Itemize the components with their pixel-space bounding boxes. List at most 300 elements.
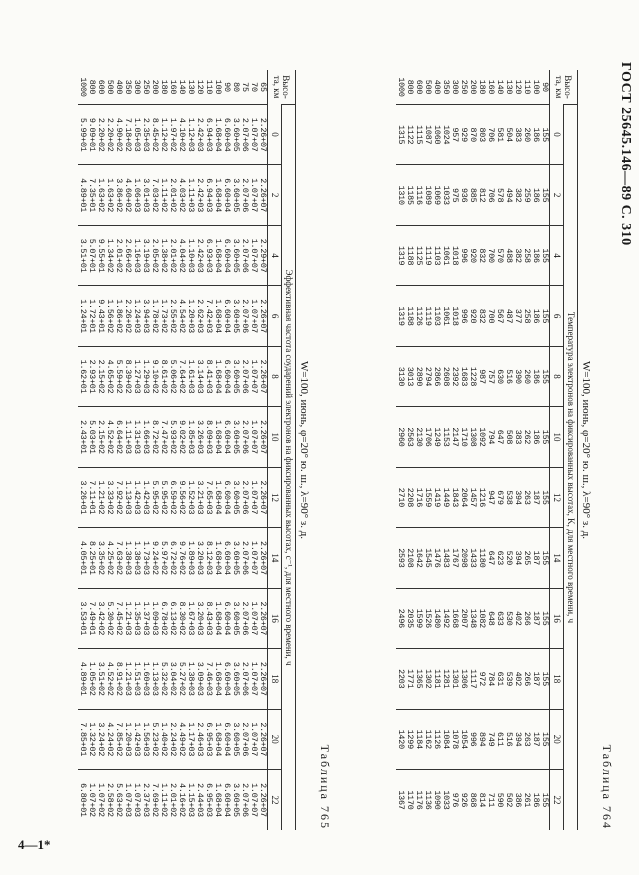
value-cell: 186: [531, 225, 540, 285]
value-cell: 1308: [468, 407, 477, 467]
page-number: 4—1*: [18, 837, 51, 852]
value-cell: 6.64+02: [114, 407, 123, 467]
value-cell: 996: [459, 286, 468, 346]
value-cell: 647: [486, 528, 495, 588]
value-cell: 4.89+01: [78, 649, 87, 709]
value-cell: 996: [459, 225, 468, 285]
value-cell: 2960: [396, 407, 405, 467]
value-cell: 1.67+03: [186, 588, 195, 648]
value-cell: 757: [486, 346, 495, 406]
value-cell: 1476: [432, 528, 441, 588]
table-row: [213, 70, 222, 830]
height-cell: 600: [414, 79, 424, 95]
value-cell: 1.89+03: [186, 528, 195, 588]
value-cell: 2710: [396, 467, 405, 527]
value-cell: 7.46+03: [204, 649, 213, 709]
value-cell: 8.45+02: [150, 105, 159, 165]
value-cell: 5.27+02: [177, 649, 186, 709]
value-cell: 1188: [405, 225, 414, 285]
value-cell: 7.35+01: [87, 165, 96, 225]
value-cell: 3.51+02: [96, 649, 105, 709]
value-cell: 2.44+03: [195, 769, 204, 830]
value-cell: 1.68+04: [213, 286, 222, 346]
value-cell: 2147: [450, 407, 459, 467]
table-764-caption: Температура электронов на фиксированных высотах, K, для местного времени, ч: [564, 105, 578, 831]
height-cell: 180: [159, 79, 169, 95]
value-cell: 260: [522, 105, 531, 165]
value-cell: 1061: [441, 286, 450, 346]
value-cell: 920: [468, 286, 477, 346]
value-cell: 2.62+03: [195, 286, 204, 346]
value-cell: 4.60+02: [123, 165, 132, 225]
height-cell: 90: [540, 82, 550, 92]
value-cell: 1.68+04: [213, 105, 222, 165]
value-cell: 1170: [405, 769, 414, 830]
value-cell: 975: [450, 165, 459, 225]
value-cell: 1.38+02: [159, 225, 168, 285]
height-cell: 120: [513, 79, 523, 95]
table-765-body: [78, 70, 268, 830]
value-cell: 2.01+02: [168, 165, 177, 225]
table-row: [123, 70, 132, 830]
value-cell: 8.91+02: [114, 649, 123, 709]
value-cell: 3.09+03: [195, 649, 204, 709]
table-765-caption: Эффективная частота соударений электронов на фиксированных высотах, с⁻¹, для местного времени, ч: [282, 105, 296, 831]
value-cell: 9.56+02: [177, 467, 186, 527]
hour-header: 14: [268, 528, 282, 588]
value-cell: 1306: [459, 649, 468, 709]
value-cell: 1.07+07: [249, 225, 258, 285]
value-cell: 8.39+02: [123, 346, 132, 406]
value-cell: 1.73+03: [141, 528, 150, 588]
value-cell: 1545: [423, 528, 432, 588]
value-cell: 6.72+02: [168, 528, 177, 588]
table-row: [132, 70, 141, 830]
value-cell: 2.24+02: [168, 709, 177, 769]
value-cell: 4.65+02: [105, 346, 114, 406]
height-cell: 200: [468, 79, 478, 95]
value-cell: 581: [495, 105, 504, 165]
value-cell: 258: [522, 286, 531, 346]
value-cell: 1843: [450, 467, 459, 527]
table-row: [186, 70, 195, 830]
hour-header: 6: [550, 286, 564, 346]
value-cell: 2.26+07: [258, 467, 268, 527]
value-cell: 6.60+04: [222, 407, 231, 467]
hour-header: 22: [268, 769, 282, 830]
value-cell: 1.63+02: [96, 165, 105, 225]
value-cell: 711: [486, 769, 495, 830]
value-cell: 1.07+07: [249, 286, 258, 346]
value-cell: 1.68+04: [213, 407, 222, 467]
value-cell: 1.20+03: [123, 709, 132, 769]
value-cell: 516: [504, 346, 513, 406]
value-cell: 870: [468, 105, 477, 165]
value-cell: 155: [540, 165, 550, 225]
value-cell: 2.15+02: [96, 407, 105, 467]
value-cell: 2.07+06: [240, 528, 249, 588]
value-cell: 1.68+04: [213, 467, 222, 527]
value-cell: 706: [486, 105, 495, 165]
table-row: [231, 70, 240, 830]
value-cell: 1.38+03: [123, 528, 132, 588]
value-cell: 1.85+03: [186, 407, 195, 467]
value-cell: 1033: [441, 165, 450, 225]
value-cell: 186: [531, 286, 540, 346]
value-cell: 259: [522, 165, 531, 225]
value-cell: 784: [486, 649, 495, 709]
table-row: [159, 70, 168, 830]
table-765-label: Таблица 765: [318, 744, 332, 830]
rotated-tables: [40, 0, 614, 875]
value-cell: 7.64+02: [177, 346, 186, 406]
value-cell: 1.07+07: [249, 769, 258, 830]
height-cell: 110: [522, 79, 532, 95]
value-cell: 1.27+03: [132, 346, 141, 406]
value-cell: 578: [495, 165, 504, 225]
value-cell: 3.60+05: [231, 649, 240, 709]
value-cell: 1126: [432, 709, 441, 769]
value-cell: 2.42+03: [195, 105, 204, 165]
value-cell: 3.42+02: [96, 588, 105, 648]
value-cell: 8.12+03: [204, 528, 213, 588]
hour-header: 2: [550, 165, 564, 225]
table-row: [531, 70, 540, 830]
value-cell: 2.42+03: [195, 225, 204, 285]
value-cell: 1319: [396, 286, 405, 346]
value-cell: 868: [468, 769, 477, 830]
value-cell: 1.40+02: [159, 709, 168, 769]
value-cell: 2.01+02: [168, 225, 177, 285]
value-cell: 1249: [432, 407, 441, 467]
value-cell: 8.30+02: [177, 588, 186, 648]
value-cell: 6.60+04: [222, 709, 231, 769]
value-cell: 3.60+05: [231, 467, 240, 527]
value-cell: 187: [531, 467, 540, 527]
height-cell: 65: [258, 82, 268, 92]
value-cell: 1.68+04: [213, 346, 222, 406]
value-cell: 3.20+03: [195, 528, 204, 588]
value-cell: 4.90+02: [114, 105, 123, 165]
value-cell: 1119: [423, 286, 432, 346]
value-cell: 2.26+07: [258, 709, 268, 769]
value-cell: 155: [540, 105, 550, 165]
hour-header: 0: [268, 105, 282, 165]
value-cell: 4.10+02: [177, 105, 186, 165]
value-cell: 3.24+02: [96, 709, 105, 769]
value-cell: 3.60+05: [231, 346, 240, 406]
value-cell: 261: [522, 769, 531, 830]
value-cell: 1492: [441, 588, 450, 648]
table-765-condition: W=100, июнь, φ=20° ю. ш., λ=90° з. д.: [298, 360, 310, 540]
value-cell: 1.07+07: [249, 346, 258, 406]
height-cell: 350: [441, 79, 451, 95]
value-cell: 5.06+02: [168, 346, 177, 406]
value-cell: 2098: [459, 528, 468, 588]
value-cell: 2.26+07: [258, 346, 268, 406]
value-cell: 1642: [414, 528, 423, 588]
hours-header-row: [268, 70, 282, 830]
value-cell: 1.21+03: [123, 588, 132, 648]
height-cell: 300: [450, 79, 460, 95]
table-row: [141, 70, 150, 830]
value-cell: 1.12+02: [159, 105, 168, 165]
value-cell: 1.10+03: [186, 225, 195, 285]
value-cell: 4.16+02: [177, 769, 186, 830]
height-cell: 130: [186, 79, 196, 95]
table-row: [486, 70, 495, 830]
value-cell: 1.86+02: [114, 286, 123, 346]
value-cell: 1.07+07: [249, 105, 258, 165]
value-cell: 6.60+04: [222, 467, 231, 527]
value-cell: 1.21+02: [96, 467, 105, 527]
value-cell: 2.01+02: [168, 769, 177, 830]
value-cell: 1.72+01: [87, 286, 96, 346]
height-cell: 100: [213, 79, 223, 95]
value-cell: 3.01+03: [141, 165, 150, 225]
value-cell: 4.24+02: [105, 709, 114, 769]
value-cell: 2866: [432, 346, 441, 406]
value-cell: 6.60+04: [222, 105, 231, 165]
table-row: [414, 70, 423, 830]
value-cell: 2.07+06: [240, 407, 249, 467]
value-cell: 1.21+03: [123, 649, 132, 709]
value-cell: 972: [477, 649, 486, 709]
value-cell: 6.94+03: [204, 165, 213, 225]
value-cell: 1.52+03: [186, 467, 195, 527]
value-cell: 1188: [405, 286, 414, 346]
value-cell: 2.07+06: [240, 165, 249, 225]
value-cell: 1710: [459, 407, 468, 467]
value-cell: 803: [477, 105, 486, 165]
value-cell: 1.07+02: [87, 769, 96, 830]
value-cell: 1.07+07: [249, 165, 258, 225]
value-cell: 6.93+03: [204, 225, 213, 285]
height-cell: 70: [249, 82, 259, 92]
value-cell: 7.49+01: [87, 588, 96, 648]
value-cell: 1.07+07: [249, 467, 258, 527]
height-cell: 130: [504, 79, 514, 95]
value-cell: 611: [495, 709, 504, 769]
value-cell: 3.04+02: [168, 649, 177, 709]
value-cell: 383: [513, 407, 522, 467]
height-cell: 180: [477, 79, 487, 95]
value-cell: 263: [522, 467, 531, 527]
value-cell: 263: [522, 709, 531, 769]
hour-header: 6: [268, 286, 282, 346]
value-cell: 1181: [432, 649, 441, 709]
value-cell: 996: [468, 709, 477, 769]
value-cell: 1.13+03: [123, 467, 132, 527]
value-cell: 394: [513, 709, 522, 769]
value-cell: 1420: [396, 709, 405, 769]
value-cell: 2.35+03: [141, 105, 150, 165]
value-cell: 1084: [441, 709, 450, 769]
value-cell: 1.38+03: [186, 649, 195, 709]
value-cell: 7.45+02: [114, 588, 123, 648]
table-764-label: Таблица 764: [600, 744, 614, 830]
value-cell: 987: [477, 346, 486, 406]
value-cell: 1126: [414, 286, 423, 346]
value-cell: 382: [513, 165, 522, 225]
value-cell: 1599: [414, 588, 423, 648]
table-row: [423, 70, 432, 830]
value-cell: 679: [495, 467, 504, 527]
value-cell: 1419: [432, 467, 441, 527]
value-cell: 1061: [441, 225, 450, 285]
value-cell: 6.60+04: [222, 346, 231, 406]
height-cell: 110: [204, 79, 214, 95]
value-cell: 5.95+02: [159, 467, 168, 527]
value-cell: 390: [513, 346, 522, 406]
value-cell: 1367: [396, 769, 405, 830]
value-cell: 155: [540, 528, 550, 588]
value-cell: 1.97+02: [168, 105, 177, 165]
table-row: [450, 70, 459, 830]
hour-header: 16: [550, 588, 564, 648]
table-row: [513, 70, 522, 830]
value-cell: 1184: [414, 709, 423, 769]
value-cell: 2.05+02: [150, 225, 159, 285]
value-cell: 2007: [459, 588, 468, 648]
value-cell: 1.42+03: [132, 467, 141, 527]
value-cell: 2.07+06: [240, 286, 249, 346]
value-cell: 2.07+06: [240, 709, 249, 769]
value-cell: 1.73+02: [159, 286, 168, 346]
height-cell: 400: [432, 79, 442, 95]
value-cell: 590: [495, 769, 504, 830]
value-cell: 1018: [450, 225, 459, 285]
value-cell: 1092: [477, 407, 486, 467]
value-cell: 6.78+02: [159, 588, 168, 648]
value-cell: 1.68+04: [213, 528, 222, 588]
value-cell: 2563: [405, 407, 414, 467]
value-cell: 1668: [450, 588, 459, 648]
value-cell: 1683: [459, 346, 468, 406]
value-cell: 1348: [468, 588, 477, 648]
value-cell: 258: [522, 225, 531, 285]
value-cell: 1433: [468, 528, 477, 588]
value-cell: 6.95+03: [204, 709, 213, 769]
value-cell: 8.41+03: [204, 346, 213, 406]
value-cell: 2.26+07: [258, 769, 268, 830]
table-row: [477, 70, 486, 830]
value-cell: 3.53+01: [78, 588, 87, 648]
hour-header: 0: [550, 105, 564, 165]
value-cell: 7.03+02: [150, 165, 159, 225]
value-cell: 508: [504, 407, 513, 467]
value-cell: 3.94+03: [141, 286, 150, 346]
table-row: [441, 70, 450, 830]
value-cell: 5.59+02: [114, 346, 123, 406]
table-row: [204, 70, 213, 830]
table-row: [396, 70, 405, 830]
table-row: [78, 70, 87, 830]
value-cell: 2203: [396, 649, 405, 709]
value-cell: 567: [495, 286, 504, 346]
table-764: [396, 70, 578, 830]
value-cell: 3.60+05: [231, 225, 240, 285]
value-cell: 2.20+02: [96, 105, 105, 165]
value-cell: 8.61+02: [159, 346, 168, 406]
height-cell: 250: [459, 79, 469, 95]
value-cell: 1.68+04: [213, 709, 222, 769]
value-cell: 1054: [459, 709, 468, 769]
table-row: [432, 70, 441, 830]
value-cell: 633: [495, 588, 504, 648]
value-cell: 1117: [468, 649, 477, 709]
height-cell: 800: [87, 79, 97, 95]
value-cell: 3.60+05: [231, 769, 240, 830]
value-cell: 488: [504, 225, 513, 285]
value-cell: 186: [531, 769, 540, 830]
value-cell: 3.60+05: [231, 407, 240, 467]
value-cell: 700: [486, 225, 495, 285]
value-cell: 186: [531, 165, 540, 225]
value-cell: 2.07+06: [240, 346, 249, 406]
value-cell: 1060: [432, 105, 441, 165]
value-cell: 1.07+07: [249, 588, 258, 648]
value-cell: 1089: [423, 165, 432, 225]
value-cell: 1310: [396, 165, 405, 225]
value-cell: 3130: [396, 346, 405, 406]
value-cell: 3.51+01: [78, 225, 87, 285]
height-cell: 300: [132, 79, 142, 95]
value-cell: 494: [504, 165, 513, 225]
value-cell: 1.24+03: [132, 286, 141, 346]
value-cell: 155: [540, 649, 550, 709]
value-cell: 976: [450, 769, 459, 830]
hour-header: 10: [268, 407, 282, 467]
value-cell: 2.01+02: [114, 225, 123, 285]
hour-header: 18: [550, 649, 564, 709]
table-row: [504, 70, 513, 830]
value-cell: 3.21+03: [195, 467, 204, 527]
value-cell: 1.38+03: [132, 528, 141, 588]
height-cell: 90: [222, 82, 232, 92]
value-cell: 155: [540, 588, 550, 648]
value-cell: 700: [486, 286, 495, 346]
value-cell: 631: [495, 649, 504, 709]
value-cell: 2.29+07: [258, 225, 268, 285]
value-cell: 706: [486, 165, 495, 225]
height-cell: 600: [96, 79, 106, 95]
hour-header: 22: [550, 769, 564, 830]
value-cell: 1.51+03: [132, 649, 141, 709]
value-cell: 1069: [432, 165, 441, 225]
value-cell: 187: [531, 709, 540, 769]
value-cell: 2.26+07: [258, 649, 268, 709]
value-cell: 5.30+02: [105, 588, 114, 648]
value-cell: 2064: [459, 467, 468, 527]
value-cell: 9.02+02: [177, 407, 186, 467]
value-cell: 1119: [423, 225, 432, 285]
table-row: [105, 70, 114, 830]
value-cell: 1176: [414, 769, 423, 830]
value-cell: 1033: [441, 769, 450, 830]
value-cell: 1716: [414, 467, 423, 527]
value-cell: 2.43+01: [78, 407, 87, 467]
value-cell: 3.60+05: [231, 165, 240, 225]
value-cell: 155: [540, 709, 550, 769]
value-cell: 2608: [441, 346, 450, 406]
value-cell: 1.37+03: [141, 588, 150, 648]
hour-header: 10: [550, 407, 564, 467]
value-cell: 1.56+03: [141, 709, 150, 769]
value-cell: 266: [522, 588, 531, 648]
value-cell: 6.60+04: [222, 649, 231, 709]
value-cell: 2.66+02: [123, 225, 132, 285]
